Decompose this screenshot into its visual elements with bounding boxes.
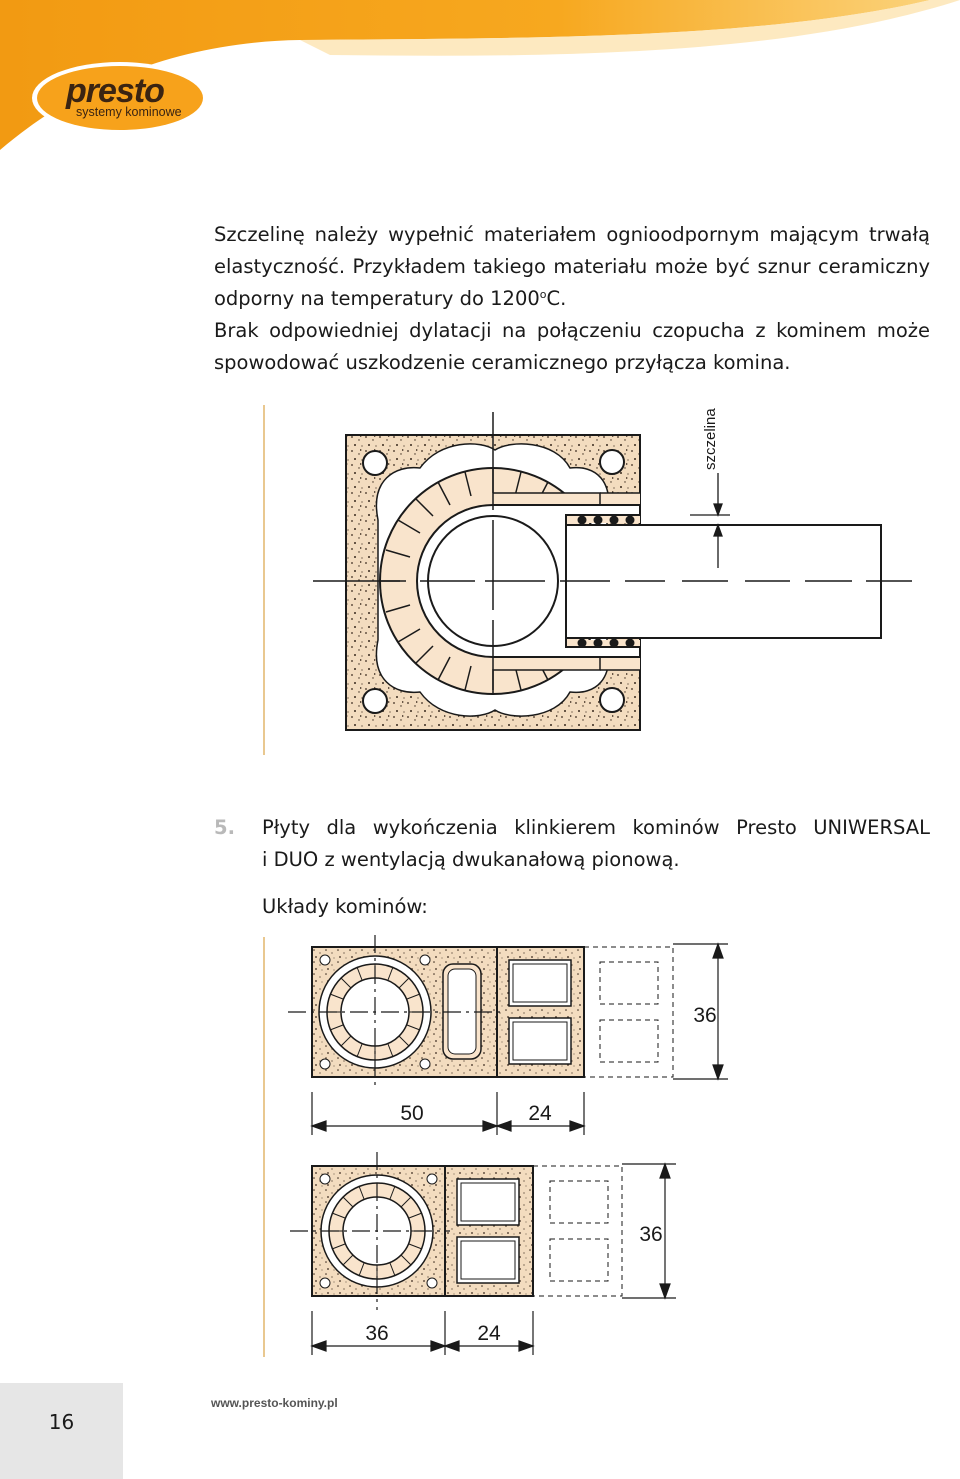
warning-paragraph	[214, 315, 930, 379]
chimney-connection-drawing	[300, 395, 940, 745]
section-5-line-2: i DUO z wentylacją dwukanałową pionową.	[262, 848, 680, 871]
bottom-width-a-label: 36	[365, 1322, 389, 1345]
top-width-a-label: 50	[400, 1102, 424, 1125]
intro-line-1: Szczelinę należy wypełnić materiałem ognioodpornym mającym trwałą	[214, 223, 930, 246]
gap-label: szczelina	[702, 408, 719, 470]
warning-line-1: Brak odpowiedniej dylatacji na połączeniu czopucha z kominem może	[214, 319, 930, 342]
layout-bottom	[290, 1152, 676, 1355]
bottom-height-label: 36	[639, 1223, 663, 1246]
logo-tagline: systemy kominowe	[76, 105, 182, 119]
top-width-b-label: 24	[528, 1102, 552, 1125]
bottom-width-b-label: 24	[477, 1322, 501, 1345]
intro-line-3: odporny na temperatury do 1200$^o$C.	[214, 287, 567, 310]
page-number: 16	[48, 1410, 75, 1434]
footer-url: www.presto-kominy.pl	[211, 1396, 338, 1410]
section-5-line-1: Płyty dla wykończenia klinkierem kominów Presto UNIWERSAL	[262, 816, 930, 839]
top-height-label: 36	[693, 1004, 717, 1027]
layout-top	[288, 935, 728, 1135]
section-number: 5.	[214, 816, 235, 839]
intro-paragraph	[214, 219, 930, 315]
logo-wordmark: presto	[66, 72, 164, 110]
figure-2-margin-bar	[263, 937, 265, 1357]
figure-1-margin-bar	[263, 405, 265, 755]
chimney-layouts-drawing	[280, 930, 740, 1360]
warning-line-2: spowodować uszkodzenie ceramicznego przyłącza komina.	[214, 351, 791, 374]
section-5-heading	[214, 812, 930, 876]
layouts-heading: Układy kominów:	[262, 895, 428, 918]
intro-line-2: elastyczność. Przykładem takiego materiału może być sznur ceramiczny	[214, 255, 930, 278]
